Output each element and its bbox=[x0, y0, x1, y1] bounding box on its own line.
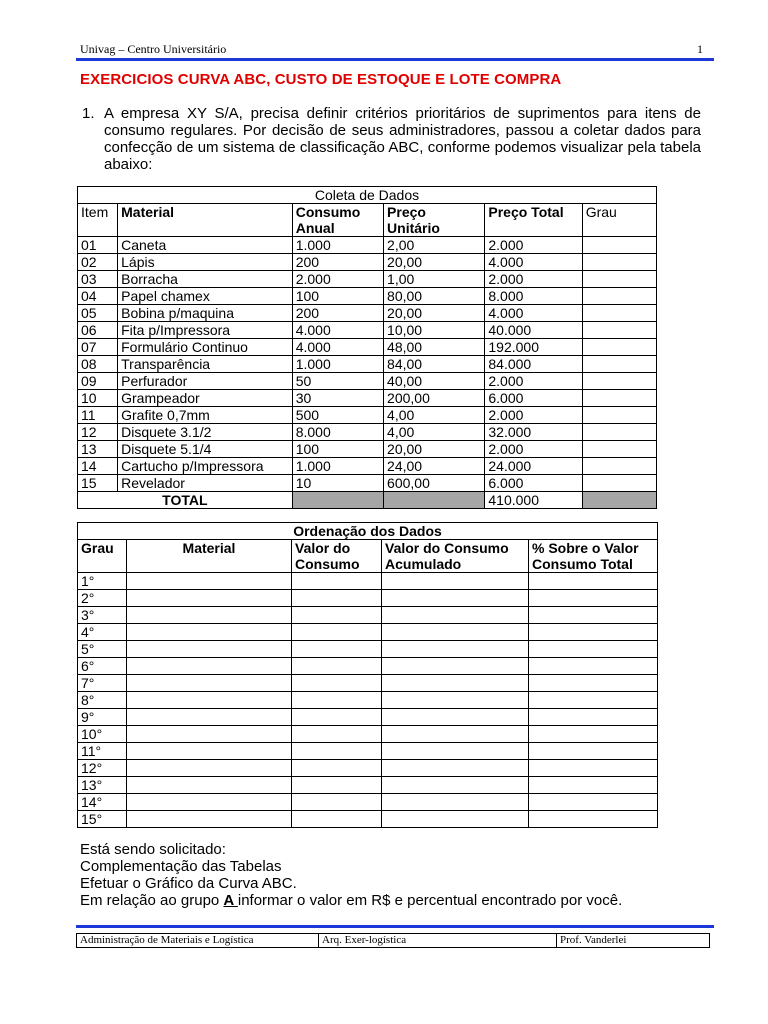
table-row bbox=[78, 760, 658, 777]
empty-cell bbox=[127, 811, 292, 828]
cell-grau: 2° bbox=[78, 590, 127, 607]
table-row bbox=[78, 441, 657, 458]
empty-cell bbox=[127, 624, 292, 641]
table-row bbox=[78, 373, 657, 390]
cell-grau: 10° bbox=[78, 726, 127, 743]
cell-grau: 5° bbox=[78, 641, 127, 658]
page-footer bbox=[76, 933, 710, 948]
cell-item-number: 02 bbox=[78, 254, 118, 271]
cell-grau bbox=[582, 424, 656, 441]
cell-preco-unitario: 600,00 bbox=[384, 475, 485, 492]
cell-grau bbox=[582, 441, 656, 458]
table-row bbox=[78, 458, 657, 475]
col-header-material: Material bbox=[118, 204, 293, 237]
cell-consumo-anual: 10 bbox=[292, 475, 383, 492]
cell-material: Cartucho p/Impressora bbox=[118, 458, 293, 475]
cell-item-number: 13 bbox=[78, 441, 118, 458]
cell-preco-unitario: 4,00 bbox=[384, 424, 485, 441]
cell-material: Grampeador bbox=[118, 390, 293, 407]
empty-cell bbox=[529, 709, 658, 726]
instructions bbox=[80, 841, 622, 909]
table-row bbox=[78, 590, 658, 607]
empty-cell bbox=[529, 641, 658, 658]
col-header-grau: Grau bbox=[78, 540, 127, 573]
table1-header-row bbox=[78, 204, 657, 237]
table-row bbox=[78, 271, 657, 288]
cell-preco-unitario: 24,00 bbox=[384, 458, 485, 475]
cell-consumo-anual: 200 bbox=[292, 305, 383, 322]
cell-preco-total: 24.000 bbox=[485, 458, 582, 475]
empty-cell bbox=[382, 624, 529, 641]
shaded-cell bbox=[292, 492, 383, 509]
group-a-label: A bbox=[223, 892, 238, 909]
table-row bbox=[78, 424, 657, 441]
empty-cell bbox=[529, 607, 658, 624]
empty-cell bbox=[382, 743, 529, 760]
instruction-line: Está sendo solicitado: bbox=[80, 841, 226, 858]
cell-preco-unitario: 4,00 bbox=[384, 407, 485, 424]
table-row bbox=[78, 743, 658, 760]
cell-preco-total: 192.000 bbox=[485, 339, 582, 356]
footer-rule bbox=[76, 925, 714, 928]
data-collection-table bbox=[77, 186, 657, 509]
table-row bbox=[78, 709, 658, 726]
cell-consumo-anual: 1.000 bbox=[292, 458, 383, 475]
empty-cell bbox=[382, 675, 529, 692]
table-row bbox=[78, 726, 658, 743]
empty-cell bbox=[127, 794, 292, 811]
cell-item-number: 05 bbox=[78, 305, 118, 322]
cell-consumo-anual: 4.000 bbox=[292, 339, 383, 356]
table1-caption: Coleta de Dados bbox=[78, 187, 657, 204]
empty-cell bbox=[127, 726, 292, 743]
header-rule bbox=[76, 58, 714, 61]
cell-preco-total: 2.000 bbox=[485, 373, 582, 390]
cell-grau: 7° bbox=[78, 675, 127, 692]
cell-preco-total: 4.000 bbox=[485, 305, 582, 322]
cell-material: Bobina p/maquina bbox=[118, 305, 293, 322]
cell-preco-unitario: 1,00 bbox=[384, 271, 485, 288]
cell-preco-total: 2.000 bbox=[485, 271, 582, 288]
table-row bbox=[78, 777, 658, 794]
table-row bbox=[78, 356, 657, 373]
empty-cell bbox=[292, 692, 382, 709]
empty-cell bbox=[529, 811, 658, 828]
table-row bbox=[78, 390, 657, 407]
cell-consumo-anual: 8.000 bbox=[292, 424, 383, 441]
table-row bbox=[78, 624, 658, 641]
empty-cell bbox=[292, 811, 382, 828]
table-row bbox=[78, 794, 658, 811]
cell-consumo-anual: 30 bbox=[292, 390, 383, 407]
empty-cell bbox=[382, 709, 529, 726]
cell-preco-total: 8.000 bbox=[485, 288, 582, 305]
cell-material: Revelador bbox=[118, 475, 293, 492]
table-row bbox=[78, 288, 657, 305]
empty-cell bbox=[292, 624, 382, 641]
shaded-cell bbox=[384, 492, 485, 509]
table-row bbox=[78, 254, 657, 271]
empty-cell bbox=[382, 726, 529, 743]
total-value: 410.000 bbox=[485, 492, 582, 509]
table-row bbox=[78, 607, 658, 624]
col-header-grau: Grau bbox=[582, 204, 656, 237]
cell-grau bbox=[582, 271, 656, 288]
cell-material: Transparência bbox=[118, 356, 293, 373]
cell-material: Lápis bbox=[118, 254, 293, 271]
empty-cell bbox=[127, 658, 292, 675]
empty-cell bbox=[292, 590, 382, 607]
shaded-cell bbox=[582, 492, 656, 509]
cell-grau: 4° bbox=[78, 624, 127, 641]
cell-item-number: 10 bbox=[78, 390, 118, 407]
table-row bbox=[78, 237, 657, 254]
empty-cell bbox=[292, 777, 382, 794]
cell-preco-total: 2.000 bbox=[485, 237, 582, 254]
table-row bbox=[78, 675, 658, 692]
cell-grau: 6° bbox=[78, 658, 127, 675]
cell-preco-total: 6.000 bbox=[485, 390, 582, 407]
instruction-line: Complementação das Tabelas bbox=[80, 858, 282, 875]
empty-cell bbox=[529, 590, 658, 607]
empty-cell bbox=[382, 607, 529, 624]
cell-consumo-anual: 200 bbox=[292, 254, 383, 271]
cell-preco-total: 2.000 bbox=[485, 407, 582, 424]
cell-item-number: 03 bbox=[78, 271, 118, 288]
total-label: TOTAL bbox=[78, 492, 293, 509]
cell-preco-total: 2.000 bbox=[485, 441, 582, 458]
cell-preco-total: 6.000 bbox=[485, 475, 582, 492]
cell-grau bbox=[582, 322, 656, 339]
empty-cell bbox=[529, 726, 658, 743]
empty-cell bbox=[127, 607, 292, 624]
cell-grau bbox=[582, 288, 656, 305]
empty-cell bbox=[127, 573, 292, 590]
cell-material: Borracha bbox=[118, 271, 293, 288]
table-row bbox=[78, 305, 657, 322]
empty-cell bbox=[529, 794, 658, 811]
col-header-item: Item bbox=[78, 204, 118, 237]
cell-consumo-anual: 500 bbox=[292, 407, 383, 424]
cell-preco-total: 84.000 bbox=[485, 356, 582, 373]
cell-item-number: 07 bbox=[78, 339, 118, 356]
cell-item-number: 01 bbox=[78, 237, 118, 254]
empty-cell bbox=[127, 743, 292, 760]
empty-cell bbox=[382, 777, 529, 794]
cell-preco-total: 40.000 bbox=[485, 322, 582, 339]
table2-header-row bbox=[78, 540, 658, 573]
header-institution: Univag – Centro Universitário bbox=[80, 42, 227, 56]
empty-cell bbox=[529, 692, 658, 709]
cell-material: Disquete 5.1/4 bbox=[118, 441, 293, 458]
empty-cell bbox=[127, 641, 292, 658]
empty-cell bbox=[127, 777, 292, 794]
cell-consumo-anual: 1.000 bbox=[292, 356, 383, 373]
cell-grau: 8° bbox=[78, 692, 127, 709]
col-header-material: Material bbox=[127, 540, 292, 573]
cell-material: Caneta bbox=[118, 237, 293, 254]
col-header-consumo: Consumo Anual bbox=[292, 204, 383, 237]
cell-grau: 3° bbox=[78, 607, 127, 624]
page-header bbox=[80, 42, 707, 57]
footer-course: Administração de Materiais e Logística bbox=[77, 934, 319, 948]
cell-item-number: 09 bbox=[78, 373, 118, 390]
cell-grau bbox=[582, 254, 656, 271]
cell-preco-unitario: 20,00 bbox=[384, 441, 485, 458]
table2-caption: Ordenação dos Dados bbox=[78, 523, 658, 540]
cell-preco-unitario: 40,00 bbox=[384, 373, 485, 390]
cell-item-number: 15 bbox=[78, 475, 118, 492]
data-ordering-table bbox=[77, 522, 658, 828]
cell-material: Perfurador bbox=[118, 373, 293, 390]
empty-cell bbox=[127, 760, 292, 777]
cell-grau bbox=[582, 305, 656, 322]
empty-cell bbox=[292, 726, 382, 743]
instruction-text: informar o valor em R$ e percentual encontrado por você. bbox=[237, 892, 623, 909]
cell-grau: 12° bbox=[78, 760, 127, 777]
empty-cell bbox=[529, 760, 658, 777]
cell-consumo-anual: 100 bbox=[292, 441, 383, 458]
table-row bbox=[78, 811, 658, 828]
cell-preco-total: 4.000 bbox=[485, 254, 582, 271]
cell-item-number: 04 bbox=[78, 288, 118, 305]
empty-cell bbox=[292, 675, 382, 692]
table1-total-row bbox=[78, 492, 657, 509]
cell-preco-unitario: 84,00 bbox=[384, 356, 485, 373]
cell-grau: 14° bbox=[78, 794, 127, 811]
empty-cell bbox=[382, 590, 529, 607]
empty-cell bbox=[292, 607, 382, 624]
cell-grau bbox=[582, 458, 656, 475]
empty-cell bbox=[382, 692, 529, 709]
cell-material: Papel chamex bbox=[118, 288, 293, 305]
empty-cell bbox=[127, 709, 292, 726]
page-number: 1 bbox=[697, 42, 703, 56]
footer-professor: Prof. Vanderlei bbox=[557, 934, 710, 948]
empty-cell bbox=[292, 573, 382, 590]
cell-material: Formulário Continuo bbox=[118, 339, 293, 356]
cell-consumo-anual: 1.000 bbox=[292, 237, 383, 254]
cell-preco-unitario: 48,00 bbox=[384, 339, 485, 356]
cell-preco-total: 32.000 bbox=[485, 424, 582, 441]
cell-preco-unitario: 10,00 bbox=[384, 322, 485, 339]
table-row bbox=[78, 641, 658, 658]
col-header-percentual: % Sobre o Valor Consumo Total bbox=[529, 540, 658, 573]
cell-grau: 9° bbox=[78, 709, 127, 726]
cell-consumo-anual: 4.000 bbox=[292, 322, 383, 339]
table-row bbox=[78, 407, 657, 424]
table-row bbox=[78, 658, 658, 675]
empty-cell bbox=[292, 760, 382, 777]
cell-consumo-anual: 2.000 bbox=[292, 271, 383, 288]
question-number: 1. bbox=[82, 105, 95, 122]
footer-file: Arq. Exer-logística bbox=[319, 934, 557, 948]
empty-cell bbox=[382, 573, 529, 590]
empty-cell bbox=[529, 743, 658, 760]
cell-preco-unitario: 20,00 bbox=[384, 254, 485, 271]
cell-material: Grafite 0,7mm bbox=[118, 407, 293, 424]
cell-grau bbox=[582, 407, 656, 424]
empty-cell bbox=[292, 794, 382, 811]
col-header-valor-acumulado: Valor do Consumo Acumulado bbox=[382, 540, 529, 573]
cell-item-number: 06 bbox=[78, 322, 118, 339]
empty-cell bbox=[127, 692, 292, 709]
empty-cell bbox=[292, 709, 382, 726]
cell-preco-unitario: 20,00 bbox=[384, 305, 485, 322]
cell-grau bbox=[582, 356, 656, 373]
table-row bbox=[78, 475, 657, 492]
cell-grau bbox=[582, 390, 656, 407]
empty-cell bbox=[127, 675, 292, 692]
empty-cell bbox=[529, 658, 658, 675]
instruction-line: Efetuar o Gráfico da Curva ABC. bbox=[80, 875, 297, 892]
cell-grau bbox=[582, 373, 656, 390]
cell-grau: 1° bbox=[78, 573, 127, 590]
cell-material: Fita p/Impressora bbox=[118, 322, 293, 339]
empty-cell bbox=[529, 675, 658, 692]
cell-preco-unitario: 80,00 bbox=[384, 288, 485, 305]
cell-consumo-anual: 50 bbox=[292, 373, 383, 390]
cell-consumo-anual: 100 bbox=[292, 288, 383, 305]
cell-item-number: 11 bbox=[78, 407, 118, 424]
cell-preco-unitario: 2,00 bbox=[384, 237, 485, 254]
instruction-text: Em relação ao grupo bbox=[80, 892, 224, 909]
table-row bbox=[78, 692, 658, 709]
cell-item-number: 08 bbox=[78, 356, 118, 373]
document-title: EXERCICIOS CURVA ABC, CUSTO DE ESTOQUE E LOTE COMPRA bbox=[80, 71, 562, 88]
table-row bbox=[78, 322, 657, 339]
empty-cell bbox=[529, 624, 658, 641]
cell-grau: 11° bbox=[78, 743, 127, 760]
empty-cell bbox=[382, 641, 529, 658]
empty-cell bbox=[529, 573, 658, 590]
cell-grau bbox=[582, 237, 656, 254]
cell-item-number: 14 bbox=[78, 458, 118, 475]
cell-grau bbox=[582, 339, 656, 356]
cell-preco-unitario: 200,00 bbox=[384, 390, 485, 407]
empty-cell bbox=[529, 777, 658, 794]
empty-cell bbox=[382, 794, 529, 811]
question-text: A empresa XY S/A, precisa definir critérios prioritários de suprimentos para itens de consumo regulares. Por decisão de seus administradores, passou a coletar dados para confecção de um sistema de classificação ABC, conforme podemos visualizar pela tabela abaixo: bbox=[104, 105, 701, 173]
col-header-preco-total: Preço Total bbox=[485, 204, 582, 237]
empty-cell bbox=[292, 743, 382, 760]
cell-grau bbox=[582, 475, 656, 492]
table-row bbox=[78, 573, 658, 590]
col-header-preco-unitario: Preço Unitário bbox=[384, 204, 485, 237]
cell-grau: 15° bbox=[78, 811, 127, 828]
empty-cell bbox=[382, 760, 529, 777]
empty-cell bbox=[382, 658, 529, 675]
empty-cell bbox=[382, 811, 529, 828]
table-row bbox=[78, 339, 657, 356]
empty-cell bbox=[292, 658, 382, 675]
cell-grau: 13° bbox=[78, 777, 127, 794]
cell-material: Disquete 3.1/2 bbox=[118, 424, 293, 441]
empty-cell bbox=[127, 590, 292, 607]
col-header-valor-consumo: Valor do Consumo bbox=[292, 540, 382, 573]
instruction-line bbox=[80, 892, 622, 909]
cell-item-number: 12 bbox=[78, 424, 118, 441]
empty-cell bbox=[292, 641, 382, 658]
